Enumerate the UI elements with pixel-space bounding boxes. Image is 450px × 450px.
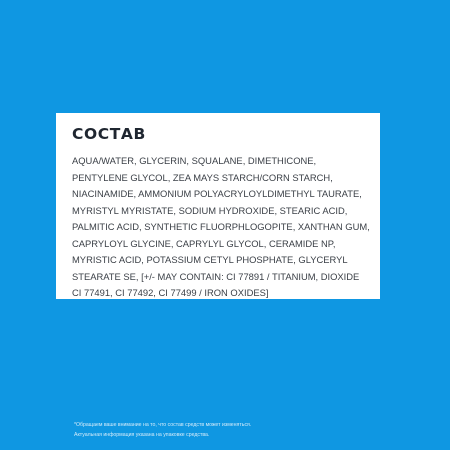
section-title: СОСТАВ	[72, 125, 146, 143]
ingredients-card	[56, 113, 380, 299]
disclaimer-line-1: *Обращаем ваше внимание на то, что состав средств может изменяться.	[74, 422, 252, 428]
disclaimer-line-2: Актуальная информация указана на упаковке средства.	[74, 432, 210, 438]
ingredients-list: AQUA/WATER, GLYCERIN, SQUALANE, DIMETHICONE, PENTYLENE GLYCOL, ZEA MAYS STARCH/CORN STARCH, NIACINAMIDE, AMMONIUM POLYACRYLOYLDIMETHYL TAURATE, MYRISTYL MYRISTATE, SODIUM HYDROXIDE, STEARIC ACID, PALMITIC ACID, SYNTHETIC FLUORPHLOGOPITE, XANTHAN GUM, CAPRYLOYL GLYCINE, CAPRYLYL GLYCOL, CERAMIDE NP, MYRISTIC ACID, POTASSIUM CETYL PHOSPHATE, GLYCERYL STEARATE SE, [+/- MAY CONTAIN: CI 77891 / TITANIUM, DIOXIDE CI 77491, CI 77492, CI 77499 / IRON OXIDES]	[72, 155, 370, 298]
disclaimer-footnote	[74, 420, 374, 440]
